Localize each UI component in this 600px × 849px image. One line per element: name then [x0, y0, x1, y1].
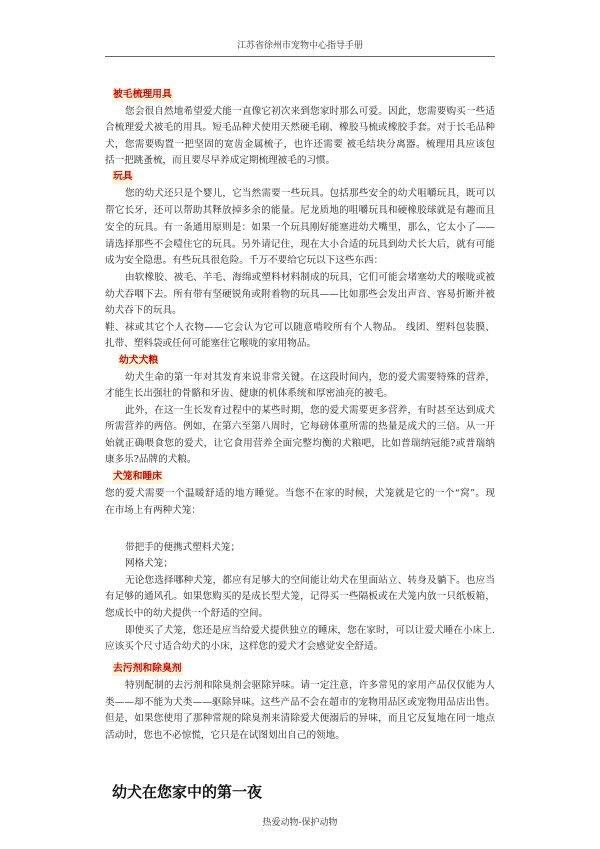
body-text-line: 幼犬吞下的玩具。 — [105, 305, 182, 316]
body-text-line: 鞋、袜或其它个人衣物——它会认为它可以随意啃咬所有个人物品。 线团、塑料包装膜、 — [105, 322, 495, 333]
section-heading-puppy-food: 幼犬犬粮 — [119, 355, 159, 366]
list-item: 带把手的便携式塑料犬笼； — [125, 542, 241, 553]
section-heading-toys: 玩具 — [113, 171, 133, 182]
running-header: 江苏省徐州市宠物中心指导手册 — [236, 41, 363, 51]
body-text-line: 您的幼犬还只是个婴儿，它当然需要一些玩具。包括那些安全的幼犬咀嚼玩具，既可以 — [125, 188, 495, 199]
body-text-line: 您成长中的幼犬提供一个舒适的空间。 — [105, 608, 269, 619]
list-item: 网格犬笼； — [125, 558, 173, 569]
body-text-line: 活动时，您也不必惊慌，它只是在试图划出自己的领地。 — [105, 730, 345, 741]
body-text-line: 特别配制的去污剂和除臭剂会驱除异味。请一定注意，许多常见的家用产品仅仅能为人 — [125, 680, 495, 691]
body-text-line: 始就正确喂食您的爱犬，让它食用营养全面完整均衡的犬粮吧，比如普瑞纳冠能?或普瑞纳 — [105, 438, 495, 449]
body-text-line: 扎带、塑料袋或任何可能塞住它喉咙的家用物品。 — [105, 338, 317, 349]
body-text-line: 您的爱犬需要一个温暖舒适的地方睡觉。当您不在家的时候，犬笼就是它的一个“窝”。现 — [105, 488, 495, 499]
body-text-line: 括一把跳蚤梳，而且要尽早养成定期梳理被毛的习惯。 — [105, 155, 336, 166]
section-heading-crates-beds: 犬笼和睡床 — [113, 471, 162, 482]
body-text-line: 但是，如果您使用了那种常规的除臭剂来清除爱犬便溺后的异味，而且它反复地在同一地点 — [105, 713, 495, 724]
body-text-line: 应该买个尺寸适合幼犬的小床，这样您的爱犬才会感觉安全舒适。 — [105, 641, 384, 652]
body-text-line: 类——却不能为犬类——驱除异味。这些产品不会在超市的宠物用品区或宠物用品店出售。 — [105, 697, 495, 708]
body-text-line: 合梳理爱犬被毛的用具。短毛品种犬使用天然硬毛刷、橡胶马梳或橡胶手套。对于长毛品种 — [105, 122, 495, 133]
body-text-line: 幼犬吞咽下去。所有带有坚硬锐角或附着物的玩具——比如那些会发出声音、容易折断并被 — [105, 289, 495, 300]
body-text-line: 请选择那些不会噎住它的玩具。另外请记住，现在大小合适的玩具到幼犬长大后，就有可能 — [105, 239, 495, 250]
body-text-line: 康多乐?品牌的犬粮。 — [105, 454, 197, 465]
body-text-line: 安全的玩具。有一条通用原则是：如果一个玩具刚好能塞进幼犬嘴里，那么，它太小了—— — [105, 222, 495, 233]
body-text-line: 无论您选择哪种犬笼，都应有足够大的空间能让幼犬在里面站立、转身及躺下。也应当 — [125, 575, 495, 586]
body-text-line: 此外，在这一生长发育过程中的某些时期，您的爱犬需要更多营养，有时甚至达到成犬 — [125, 405, 495, 416]
body-text-line: 幼犬生命的第一年对其发育来说非常关键。在这段时间内，您的爱犬需要特殊的营养， — [125, 372, 495, 383]
chapter-heading: 幼犬在您家中的第一夜 — [112, 783, 263, 801]
body-text-line: 成为安全隐患。有些玩具很危险。千万不要给它玩以下这些东西： — [105, 255, 384, 266]
header-rule — [105, 56, 495, 57]
body-text-line: 所需营养的两倍。例如，在第六至第八周时，它每磅体重所需的热量是成犬的三倍。从一开 — [105, 421, 495, 432]
body-text-line: 您会很自然地希望爱犬能一直像它初次来到您家时那么可爱。因此，您需要购买一些适 — [125, 106, 495, 117]
section-heading-grooming-tools: 被毛梳理用具 — [113, 89, 172, 100]
running-footer: 热爱动物-保护动物 — [262, 818, 338, 828]
body-text-line: 即使买了犬笼，您还是应当给爱犬提供独立的睡床，您在家时，可以让爱犬睡在小床上. — [125, 625, 495, 636]
body-text-line: 帮它长牙，还可以帮助其释放掉多余的能量。尼龙质地的咀嚼玩具和硬橡胶球就是有趣而且 — [105, 205, 495, 216]
body-text-line: 犬，您需要购置一把坚固的宽齿金属梳子，也许还需要 被毛结块分离器。梳理用具应该包 — [105, 139, 495, 150]
body-text-line: 有足够的通风孔。如果您购买的是成长型犬笼，记得买一些隔板或在犬笼内放一只纸板箱， — [105, 591, 495, 602]
body-text-line: 在市场上有两种犬笼： — [105, 505, 201, 516]
section-heading-cleaners: 去污剂和除臭剂 — [113, 663, 182, 674]
body-text-line: 由软橡胶、被毛、羊毛、海绵或塑料材料制成的玩具，它们可能会堵塞幼犬的喉咙或被 — [125, 272, 495, 283]
body-text-line: 才能生长出强壮的骨骼和牙齿、健康的机体系统和厚密油亮的被毛。 — [105, 388, 393, 399]
